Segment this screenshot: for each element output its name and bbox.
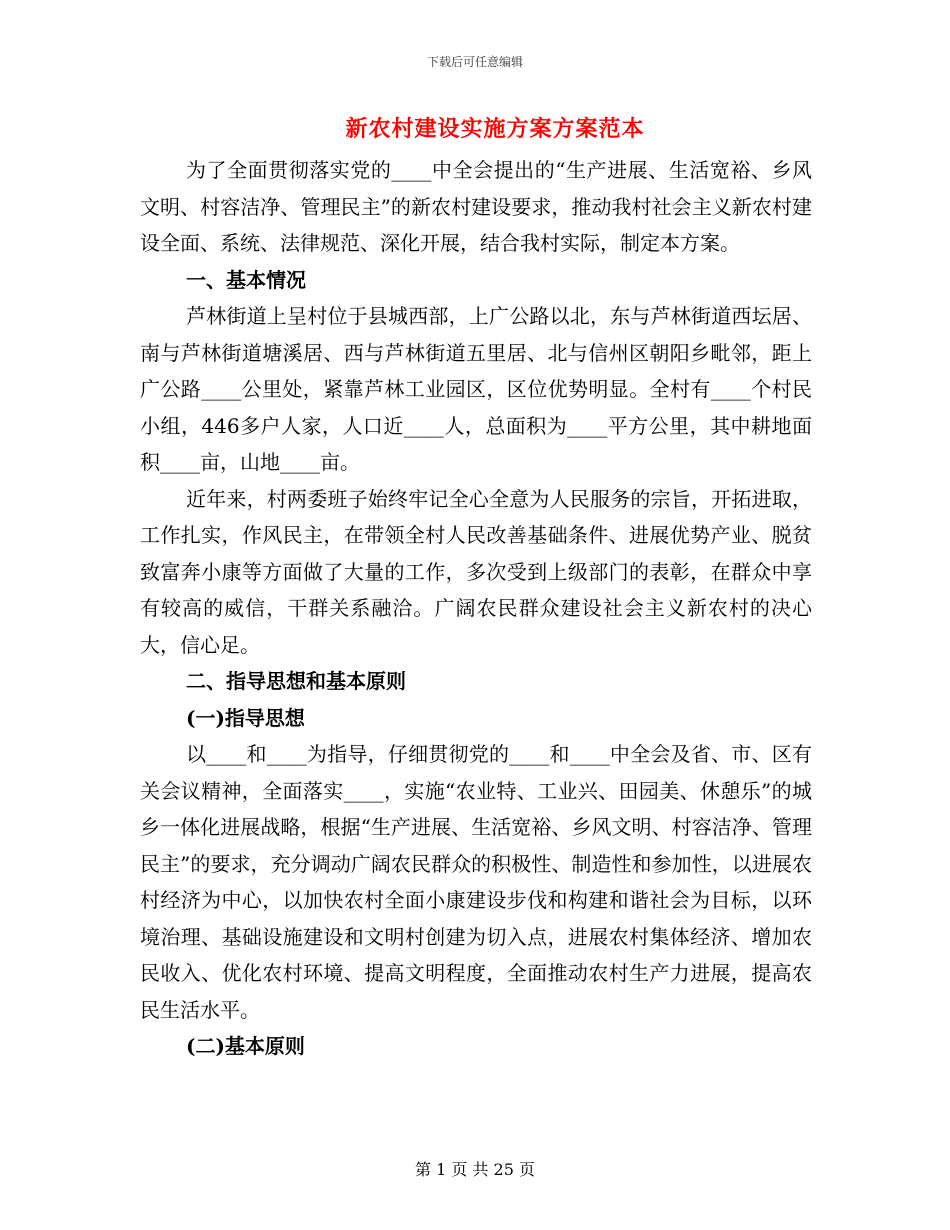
- section-heading-guiding-principles: 二、指导思想和基本原则: [186, 669, 406, 693]
- page-header-note: 下载后可任意编辑: [426, 55, 523, 69]
- basic-situation-paragraph: 芦林街道上呈村位于县城西部，上广公路以北，东与芦林街道西坛居、南与芦林街道塘溪居、西与芦林街道五里居、北与信州区朝阳乡毗邻，距上广公路____公里处，紧靠芦林工业园区，区位优势明显。全村有____个村民小组，446多户人家，人口近____人，总面积为____平方公里，其中耕地面积____亩，山地____亩。: [140, 304, 812, 474]
- recent-years-paragraph: 近年来，村两委班子始终牢记全心全意为人民服务的宗旨，开拓进取，工作扎实，作风民主，在带领全村人民改善基础条件、进展优势产业、脱贫致富奔小康等方面做了大量的工作，多次受到上级部门的表彰，在群众中享有较高的威信，干群关系融洽。广阔农民群众建设社会主义新农村的决心大，信心足。: [140, 486, 812, 657]
- subsection-heading-basic-principles: (二)基本原则: [186, 1034, 305, 1058]
- intro-paragraph: 为了全面贯彻落实党的____中全会提出的“生产进展、生活宽裕、乡风文明、村容洁净、管理民主”的新农村建设要求，推动我村社会主义新农村建设全面、系统、法律规范、深化开展，结合我村实际，制定本方案。: [140, 158, 812, 255]
- guiding-thought-paragraph: 以____和____为指导，仔细贯彻党的____和____中全会及省、市、区有关会议精神，全面落实____，实施“农业特、工业兴、田园美、休憩乐”的城乡一体化进展战略，根据“生产进展、生活宽裕、乡风文明、村容洁净、管理民主”的要求，充分调动广阔农民群众的积极性、制造性和参加性，以进展农村经济为中心，以加快农村全面小康建设步伐和构建和谐社会为目标，以环境治理、基础设施建设和文明村创建为切入点，进展农村集体经济、增加农民收入、优化农村环境、提高文明程度，全面推动农村生产力进展，提高农民生活水平。: [140, 742, 812, 1022]
- page-footer-number: 第 1 页 共 25 页: [415, 1160, 535, 1179]
- subsection-heading-guiding-thought: (一)指导思想: [186, 705, 305, 730]
- section-heading-basic-situation: 一、基本情况: [186, 267, 306, 292]
- document-body: [140, 152, 812, 1065]
- document-title: 新农村建设实施方案方案范本: [345, 116, 645, 142]
